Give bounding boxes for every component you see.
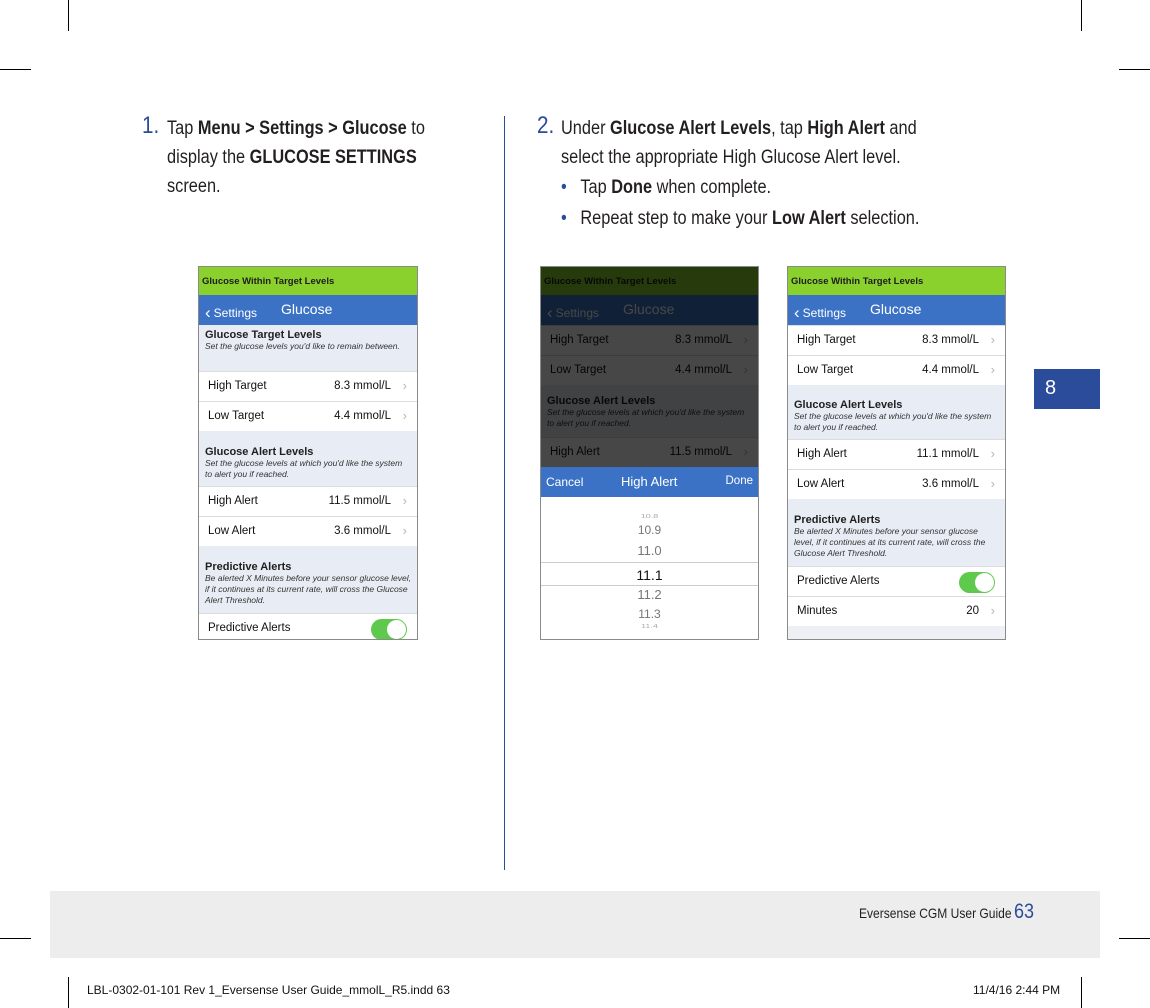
row-label: Predictive Alerts [208, 622, 291, 634]
nav-bar [199, 295, 417, 325]
back-button[interactable] [794, 302, 846, 322]
status-banner: Glucose Within Target Levels [199, 267, 417, 295]
picker-option: 11.0 [637, 543, 662, 558]
text: Repeat step to make your [580, 208, 772, 229]
chevron-right-icon: › [402, 378, 407, 393]
row-label: Predictive Alerts [797, 575, 880, 587]
chapter-tab: 8 [1034, 369, 1100, 409]
text: display the [167, 147, 250, 168]
dim-overlay [541, 267, 758, 467]
section-alert [199, 431, 417, 486]
phone-screenshot-2 [540, 266, 759, 640]
high-alert: High Alert [807, 118, 885, 139]
screen-name: GLUCOSE SETTINGS [249, 147, 417, 168]
section-header: Predictive Alerts [794, 514, 881, 526]
section-header: Glucose Alert Levels [794, 399, 903, 411]
print-slug-date: 11/4/16 2:44 PM [973, 983, 1061, 997]
text: when complete. [652, 177, 772, 198]
high-alert-row[interactable] [199, 486, 417, 516]
nav-title: Glucose [281, 301, 333, 317]
high-target-row[interactable] [199, 371, 417, 401]
menu-path: Menu > Settings > Glucose [197, 118, 407, 139]
row-value: 20 [966, 605, 979, 617]
section-alert [788, 385, 1005, 439]
section-predictive [788, 499, 1005, 566]
text: Under [561, 118, 611, 139]
low-alert-row[interactable] [788, 469, 1005, 499]
bullet: • [561, 208, 567, 229]
back-label: Settings [802, 306, 847, 320]
section-desc: Be alerted X Minutes before your sensor glucose level, if it continues at its current rate, will cross the Glucose Alert Threshold. [205, 573, 412, 605]
row-value: 8.3 mmol/L [922, 334, 979, 346]
print-slug-file: LBL-0302-01-101 Rev 1_Eversense User Guide_mmolL_R5.indd 63 [87, 983, 450, 997]
back-button[interactable] [205, 302, 257, 322]
low-target-row[interactable] [199, 401, 417, 431]
step-number: 2. [537, 112, 555, 139]
picker-option: 10.9 [637, 523, 662, 537]
text: to [406, 118, 425, 139]
chevron-right-icon: › [990, 446, 995, 461]
section-header: Glucose Target Levels [205, 329, 322, 341]
phone-screenshot-1 [198, 266, 418, 640]
chevron-left-icon: ‹ [794, 303, 800, 322]
predictive-alerts-row [788, 566, 1005, 596]
bullet: • [561, 177, 567, 198]
chevron-right-icon: › [402, 493, 407, 508]
bullet-2 [561, 204, 978, 233]
row-label: High Target [797, 334, 856, 346]
row-label: Minutes [797, 605, 838, 617]
crop-mark [1119, 69, 1150, 70]
text: and [884, 118, 917, 139]
chevron-right-icon: › [402, 523, 407, 538]
status-banner: Glucose Within Target Levels [788, 267, 1005, 295]
value-picker-wheel[interactable] [541, 497, 758, 639]
predictive-alerts-row [199, 613, 417, 640]
step-1-text [167, 114, 467, 201]
alert-levels: Glucose Alert Levels [610, 118, 772, 139]
section-desc: Be alerted X Minutes before your sensor glucose level, if it continues at its current rate, will cross the Glucose Alert Threshold. [794, 526, 986, 558]
row-label: Low Alert [797, 478, 845, 490]
done-button[interactable]: Done [725, 475, 753, 487]
row-value: 3.6 mmol/L [922, 478, 979, 490]
section-desc: Set the glucose levels at which you'd like the system to alert you if reached. [794, 411, 992, 432]
section-desc: Set the glucose levels at which you'd like the system to alert you if reached. [205, 458, 403, 479]
nav-title: Glucose [870, 301, 922, 317]
low-alert-row[interactable] [199, 516, 417, 546]
crop-mark [1081, 0, 1082, 31]
guide-title: Eversense CGM User Guide [859, 905, 1012, 921]
chevron-right-icon: › [402, 408, 407, 423]
section-predictive [199, 546, 417, 613]
crop-mark [68, 0, 69, 31]
low-alert: Low Alert [771, 208, 846, 229]
section-header: Predictive Alerts [205, 561, 292, 573]
back-label: Settings [213, 306, 258, 320]
crop-mark [1081, 977, 1082, 1008]
high-target-row[interactable] [788, 325, 1005, 355]
text: Tap [580, 177, 612, 198]
low-target-row[interactable] [788, 355, 1005, 385]
row-label: High Target [208, 380, 267, 392]
row-value: 3.6 mmol/L [334, 525, 391, 537]
picker-option: 11.3 [638, 607, 661, 621]
phone-screenshot-3 [787, 266, 1006, 640]
bullet-1 [561, 173, 805, 202]
row-label: Low Alert [208, 525, 256, 537]
picker-option: 11.2 [637, 587, 662, 602]
picker-toolbar [541, 467, 758, 497]
predictive-alerts-toggle[interactable] [959, 572, 995, 593]
section-header: Glucose Alert Levels [205, 446, 314, 458]
step-number: 1. [142, 112, 160, 139]
column-divider [504, 116, 505, 870]
row-label: High Alert [797, 448, 847, 460]
row-label: High Alert [208, 495, 258, 507]
row-value: 11.1 mmol/L [916, 448, 979, 460]
section-desc: Set the glucose levels you'd like to remain between. [205, 341, 400, 351]
picker-option: 10.8 [640, 513, 659, 519]
chevron-right-icon: › [990, 603, 995, 618]
row-value: 8.3 mmol/L [334, 380, 391, 392]
crop-mark [0, 938, 31, 939]
chevron-right-icon: › [990, 362, 995, 377]
chevron-right-icon: › [990, 476, 995, 491]
row-label: Low Target [208, 410, 265, 422]
section-target [199, 325, 417, 371]
crop-mark [68, 977, 69, 1008]
text: , tap [771, 118, 808, 139]
step-2-text [561, 114, 975, 172]
page-footer [50, 891, 1100, 958]
done-word: Done [611, 177, 653, 198]
chevron-right-icon: › [990, 332, 995, 347]
row-value: 4.4 mmol/L [334, 410, 391, 422]
page-number: 63 [1014, 900, 1035, 923]
crop-mark [0, 69, 31, 70]
text: select the appropriate High Glucose Alert level. [561, 147, 901, 168]
text: selection. [845, 208, 920, 229]
minutes-row[interactable] [788, 596, 1005, 626]
row-label: Low Target [797, 364, 854, 376]
cancel-button[interactable]: Cancel [546, 475, 584, 489]
crop-mark [1119, 938, 1150, 939]
text: Tap [167, 118, 198, 139]
picker-option: 11.4 [641, 623, 658, 629]
row-value: 4.4 mmol/L [922, 364, 979, 376]
text: screen. [167, 176, 221, 197]
chevron-left-icon: ‹ [205, 303, 211, 322]
picker-title: High Alert [621, 474, 678, 489]
row-value: 11.5 mmol/L [328, 495, 391, 507]
picker-selected: 11.1 [541, 562, 758, 586]
predictive-alerts-toggle[interactable] [371, 619, 407, 640]
nav-bar [788, 295, 1005, 325]
high-alert-row[interactable] [788, 439, 1005, 469]
